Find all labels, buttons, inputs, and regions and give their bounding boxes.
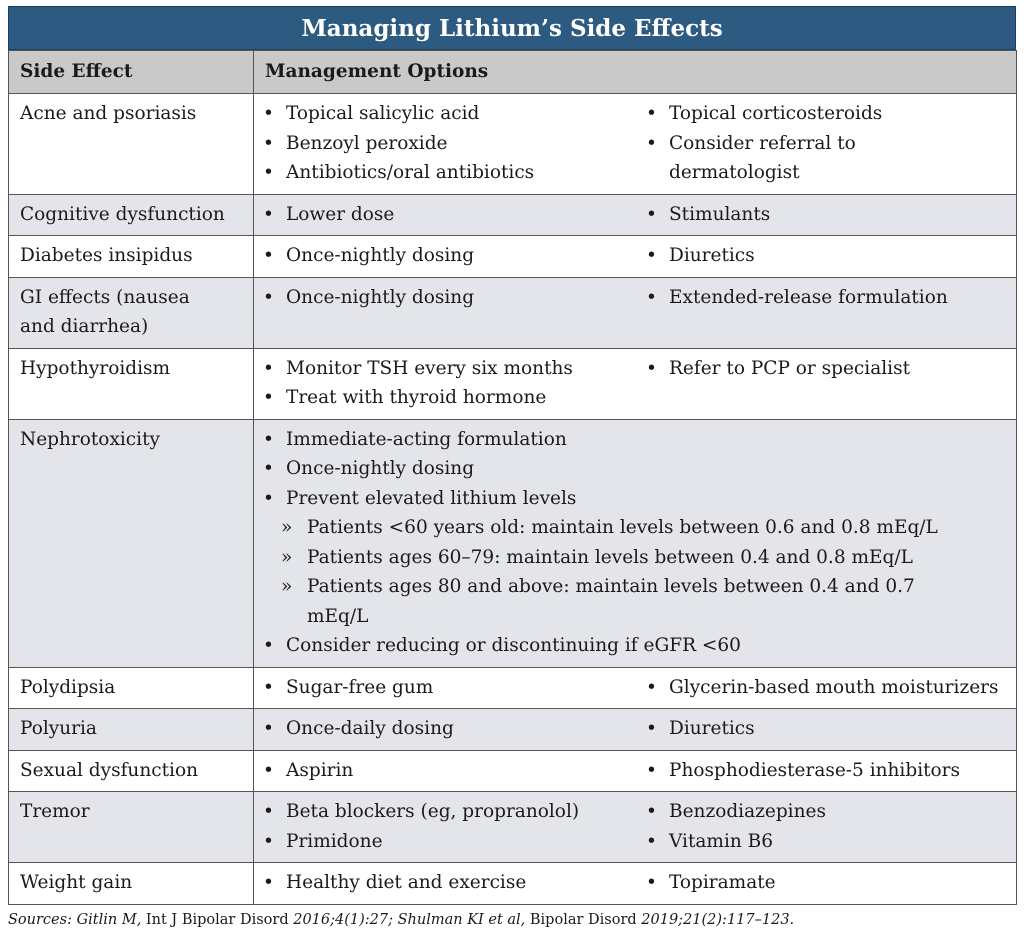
management-list-right (646, 200, 1012, 230)
list-item: • Once-nightly dosing (263, 454, 1012, 484)
list-item: • Glycerin-based mouth moisturizers (646, 673, 1012, 703)
table-row (9, 863, 1017, 905)
column-header-side-effect: Side Effect (9, 51, 254, 94)
citation-text: 2019;21(2):117–123. (636, 911, 795, 928)
management-cell (254, 750, 1017, 792)
list-item: • Extended-release formulation (646, 283, 1012, 313)
side-effect-cell: Diabetes insipidus (9, 236, 254, 278)
list-item: • Antibiotics/oral antibiotics (263, 158, 646, 188)
table-row (9, 709, 1017, 751)
list-item: • Vitamin B6 (646, 827, 1012, 857)
list-item: • Diuretics (646, 241, 1012, 271)
management-list-right (646, 673, 1012, 703)
side-effects-table-container (8, 6, 1016, 928)
management-list-left (263, 673, 646, 703)
list-item: • Consider referral to dermatologist (646, 129, 1012, 188)
side-effect-cell: Tremor (9, 792, 254, 863)
list-item: • Topiramate (646, 868, 1012, 898)
list-item: • Aspirin (263, 756, 646, 786)
management-list-left (263, 283, 646, 313)
list-item: • Once-nightly dosing (263, 241, 646, 271)
list-item: • Beta blockers (eg, propranolol) (263, 797, 646, 827)
list-item: • Once-daily dosing (263, 714, 646, 744)
management-list-right (646, 714, 1012, 744)
management-list-right (646, 868, 1012, 898)
management-list-left (263, 99, 646, 188)
management-list-right (646, 99, 1012, 188)
management-list-right (646, 797, 1012, 856)
table-title: Managing Lithium’s Side Effects (8, 6, 1016, 50)
management-list-left (263, 714, 646, 744)
sources-citation (8, 912, 1016, 928)
management-list-right (646, 756, 1012, 786)
management-list-right (646, 241, 1012, 271)
column-header-management: Management Options (254, 51, 1017, 94)
management-cell (254, 348, 1017, 419)
management-list-left (263, 868, 646, 898)
sub-list-item: » Patients <60 years old: maintain levels between 0.6 and 0.8 mEq/L (263, 513, 972, 543)
sources-prefix: Sources: Gitlin M, (8, 911, 146, 928)
list-item: • Topical corticosteroids (646, 99, 1012, 129)
table-row (9, 277, 1017, 348)
management-cell (254, 236, 1017, 278)
management-list-left (263, 354, 646, 413)
side-effect-cell: Cognitive dysfunction (9, 194, 254, 236)
list-item: • Lower dose (263, 200, 646, 230)
side-effect-cell: Polyuria (9, 709, 254, 751)
side-effect-cell: Acne and psoriasis (9, 94, 254, 195)
table-row (9, 667, 1017, 709)
management-list (263, 425, 1012, 514)
sub-list-item: » Patients ages 80 and above: maintain levels between 0.4 and 0.7 mEq/L (263, 572, 972, 631)
list-item: • Immediate-acting formulation (263, 425, 1012, 455)
side-effect-cell: Hypothyroidism (9, 348, 254, 419)
table-row (9, 94, 1017, 195)
management-cell (254, 667, 1017, 709)
list-item: • Stimulants (646, 200, 1012, 230)
list-item: • Diuretics (646, 714, 1012, 744)
citation-text: 2016;4(1):27; Shulman KI et al, (288, 911, 530, 928)
list-item: • Once-nightly dosing (263, 283, 646, 313)
management-cell (254, 709, 1017, 751)
table-row (9, 419, 1017, 667)
list-item: • Benzodiazepines (646, 797, 1012, 827)
table-row (9, 750, 1017, 792)
management-list-right (646, 354, 1012, 413)
list-item: • Treat with thyroid hormone (263, 383, 646, 413)
management-list-left (263, 797, 646, 856)
list-item: • Consider reducing or discontinuing if eGFR <60 (263, 631, 1012, 661)
list-item: • Monitor TSH every six months (263, 354, 646, 384)
list-item: • Benzoyl peroxide (263, 129, 646, 159)
list-item: • Sugar-free gum (263, 673, 646, 703)
management-cell (254, 863, 1017, 905)
journal-name: Bipolar Disord (529, 911, 637, 928)
management-cell (254, 194, 1017, 236)
list-item: • Phosphodiesterase-5 inhibitors (646, 756, 1012, 786)
management-cell (254, 792, 1017, 863)
management-list-right (646, 283, 1012, 313)
table-row (9, 792, 1017, 863)
management-sublist (263, 513, 1012, 631)
side-effects-table (8, 50, 1017, 905)
list-item: • Prevent elevated lithium levels (263, 484, 1012, 514)
management-list-left (263, 241, 646, 271)
management-list-left (263, 756, 646, 786)
management-list-left (263, 200, 646, 230)
table-row (9, 348, 1017, 419)
management-cell (254, 277, 1017, 348)
side-effect-cell: Nephrotoxicity (9, 419, 254, 667)
management-cell (254, 94, 1017, 195)
management-list-end (263, 631, 1012, 661)
sub-list-item: » Patients ages 60–79: maintain levels between 0.4 and 0.8 mEq/L (263, 543, 972, 573)
journal-name: Int J Bipolar Disord (145, 911, 289, 928)
side-effect-cell: Weight gain (9, 863, 254, 905)
side-effect-cell: GI effects (nausea and diarrhea) (9, 277, 254, 348)
list-item: • Topical salicylic acid (263, 99, 646, 129)
list-item: • Primidone (263, 827, 646, 857)
list-item: • Healthy diet and exercise (263, 868, 646, 898)
management-cell (254, 419, 1017, 667)
list-item: • Refer to PCP or specialist (646, 354, 1012, 384)
side-effect-cell: Polydipsia (9, 667, 254, 709)
table-row (9, 194, 1017, 236)
table-row (9, 236, 1017, 278)
side-effect-cell: Sexual dysfunction (9, 750, 254, 792)
